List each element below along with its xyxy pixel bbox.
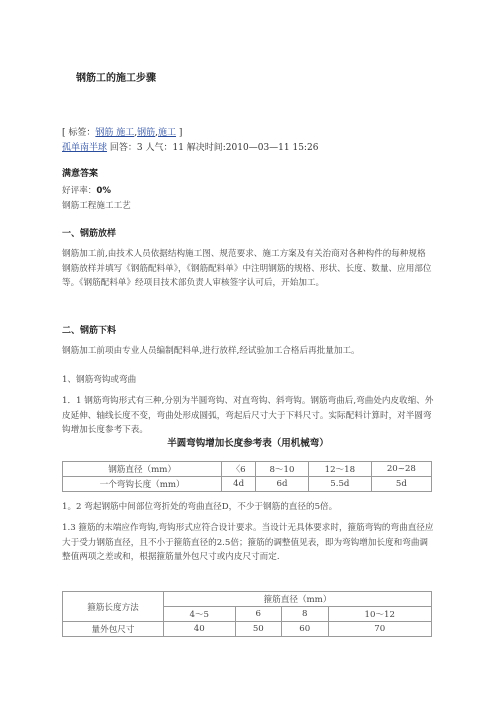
- table-cell: 70: [328, 622, 431, 637]
- table-cell: 20~28: [371, 462, 431, 477]
- table-cell: 一个弯钩长度（mm）: [63, 477, 222, 492]
- table-cell: 4～5: [164, 607, 236, 622]
- tag-link-steel[interactable]: 钢筋: [137, 128, 156, 138]
- section-heading-layout: 一、钢筋放样: [62, 229, 117, 239]
- table-cell: 60: [282, 622, 328, 637]
- rating-value: 0%: [96, 186, 111, 196]
- answer-subtitle: 钢筋工程施工工艺: [62, 201, 131, 211]
- tag-separator: ,: [155, 128, 159, 138]
- table-cell: 〈6: [222, 462, 256, 477]
- table-caption: 半圆弯钩增加长度参考表（用机械弯）: [167, 438, 329, 449]
- table-row: [63, 592, 432, 607]
- tag-link-steel-construction[interactable]: 钢筋 施工: [95, 128, 135, 138]
- tag-link-construction[interactable]: 施工: [158, 128, 177, 138]
- table-cell: 8～10: [255, 462, 308, 477]
- section-heading-cutting: 二、钢筋下料: [62, 326, 117, 336]
- table-header-cell: 箍筋长度方法: [63, 592, 164, 622]
- table-cell: 40: [164, 622, 236, 637]
- paragraph-hook-types: 1．1 钢筋弯钩形式有三种,分别为半圆弯钩、对直弯钩、斜弯钩。钢筋弯曲后,弯曲处内皮收缩、外皮延伸、轴线长度不变，弯曲处形成圆弧，弯起后尺寸大于下料尺寸。实际配料计算时，对半圆弯钩增加长度参考下表。: [62, 396, 434, 435]
- table-cell: 钢筋直径（mm）: [63, 462, 222, 477]
- table-cell: 6d: [255, 477, 308, 492]
- rating-line: [62, 184, 434, 199]
- paragraph-stirrup-hooks: 1.3 箍筋的末端应作弯钩,弯钩形式应符合设计要求。当设计无具体要求时，箍筋弯钩的弯曲直径应大于受力钢筋直径，且不小于箍筋直径的2.5倍；箍筋的调整值见表，即为弯钩增加长度和弯曲调整值两项之差或和，根据箍筋量外包尺寸或内皮尺寸而定.: [62, 523, 434, 562]
- table-row: [63, 462, 432, 477]
- tag-line: [62, 125, 182, 138]
- rating-label: 好评率：: [62, 186, 97, 196]
- section-body-cutting: 钢筋加工前项由专业人员编制配料单,进行放样,经试验加工合格后再批量加工。: [62, 346, 360, 356]
- table-cell: 量外包尺寸: [63, 622, 164, 637]
- tags-open: [ 标签：: [62, 128, 96, 138]
- table-cell: 5d: [371, 477, 431, 492]
- table-cell: 10～12: [328, 607, 431, 622]
- table-row: [63, 477, 432, 492]
- table-cell: 4d: [222, 477, 256, 492]
- table-cell: 6: [235, 607, 281, 622]
- paragraph-bend-diameter: 1。2 弯起钢筋中间部位弯折处的弯曲直径D，不少于钢筋的直径的5倍。: [62, 502, 338, 512]
- table-row: [63, 622, 432, 637]
- table-cell: 5.5d: [309, 477, 372, 492]
- section-body-layout: 钢筋加工前,由技术人员依据结构施工图、规范要求、施工方案及有关治商对各种构件的每种规格钢筋放样并填写《钢筋配料单》，《钢筋配料单》中注明钢筋的规格、形状、长度、数量、应用部位等。《钢筋配料单》经项目技术部负责人审核签字认可后，开始加工。: [62, 249, 432, 288]
- hook-length-table: [62, 461, 432, 492]
- question-stats-line: [62, 140, 318, 153]
- stirrup-adjustment-table: [62, 591, 432, 637]
- table-cell: 12～18: [309, 462, 372, 477]
- table-cell: 50: [235, 622, 281, 637]
- table-cell: 8: [282, 607, 328, 622]
- tags-close: ]: [176, 128, 183, 138]
- page-title: 钢筋工的施工步骤: [76, 73, 156, 84]
- answer-heading: 满意答案: [62, 169, 99, 179]
- subsection-heading-hooks: 1、钢筋弯钩或弯曲: [62, 375, 137, 385]
- tag-separator: ,: [134, 128, 138, 138]
- table-header-cell: 箍筋直径（mm）: [164, 592, 432, 607]
- question-stats: 回答：3 人气：11 解决时间:2010—03—11 15:26: [107, 143, 319, 153]
- asker-link[interactable]: 孤单南半球: [62, 143, 108, 153]
